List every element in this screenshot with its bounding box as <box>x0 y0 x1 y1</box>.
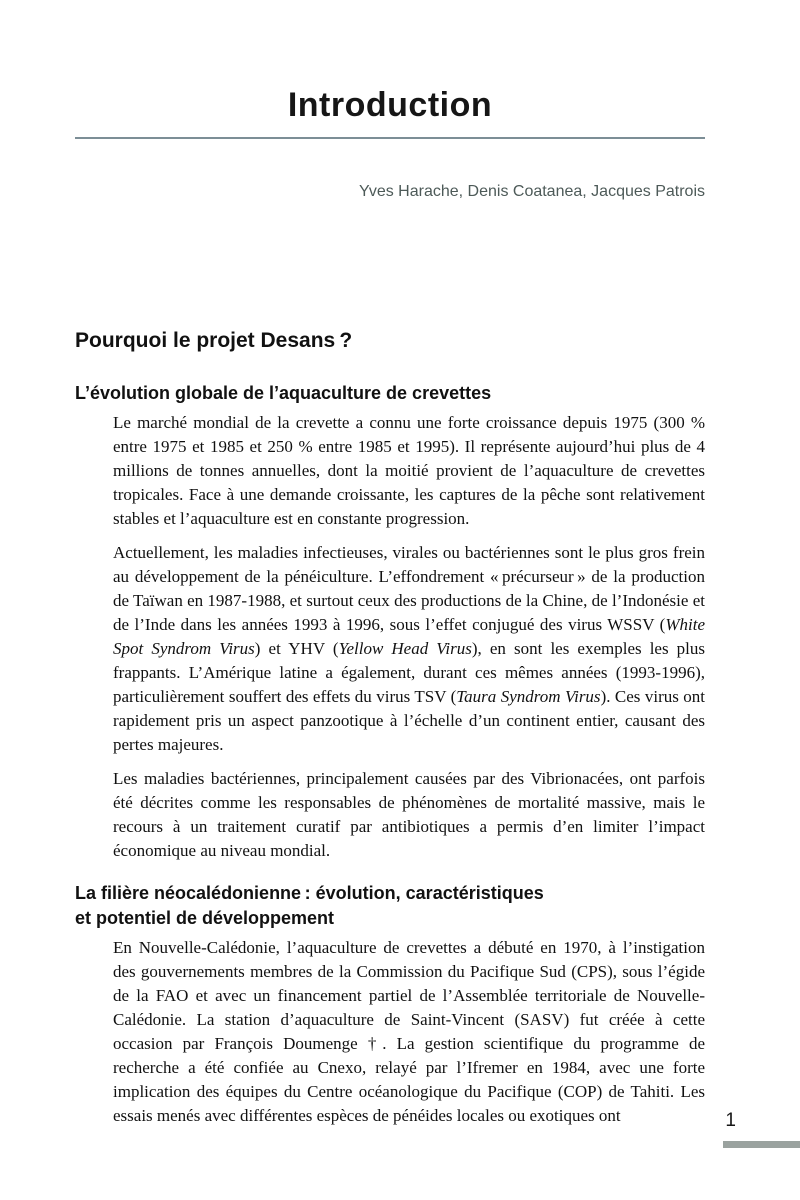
paragraph-diseases: Actuellement, les maladies infectieuses, virales ou bactériennes sont le plus gros frein au développement de la pénéiculture. L’effondrement « précurseur » de la production de Taïwan en 1987-1988, et surtout ceux des productions de la Chine, de l’Indonésie et de l’Inde dans les années 1993 à 1996, sous l’effet conjugué des virus WSSV (White Spot Syndrom Virus) et YHV (Yellow Head Virus), en sont les exemples les plus frappants. L’Amérique latine a également, durant ces mêmes années (1993-1996), particulièrement souffert des effets du virus TSV (Taura Syndrom Virus). Ces virus ont rapidement pris un aspect panzootique à l’échelle d’un continent entier, causant des pertes majeures. <box>113 543 706 754</box>
subsection-heading-filiere-line1: La filière néocalédonienne : évolution, caractéristiques <box>75 883 544 903</box>
paragraph-market: Le marché mondial de la crevette a connu une forte croissance depuis 1975 (300 % entre 1975 et 1985 et 250 % entre 1985 et 1995). Il représente aujourd’hui plus de 4 millions de tonnes annuelles, dont la moitié provient de l’aquaculture de crevettes tropicales. Face à une demande croissante, les captures de la pêche sont relativement stables et l’aquaculture est en constante progression. <box>113 413 705 528</box>
authors-line: Yves Harache, Denis Coatanea, Jacques Patrois <box>359 183 705 200</box>
subsection-heading-filiere <box>75 881 705 931</box>
subsection-heading-evolution: L’évolution globale de l’aquaculture de crevettes <box>75 383 492 403</box>
page-number: 1 <box>725 1110 736 1131</box>
title-rule <box>75 137 705 139</box>
subsection-heading-filiere-line2: et potentiel de développement <box>75 908 335 928</box>
page-title: Introduction <box>287 86 493 124</box>
section-heading-why-desans: Pourquoi le projet Desans ? <box>75 329 353 352</box>
content-column <box>75 0 705 1138</box>
paragraph-caledonia: En Nouvelle-Calédonie, l’aquaculture de crevettes a débuté en 1970, à l’instigation des gouvernements membres de la Commission du Pacifique Sud (CPS), sous l’égide de la FAO et avec un financement partiel de l’Assemblée territoriale de Nouvelle-Calédonie. La station d’aquaculture de Saint-Vincent (SASV) fut créée à cette occasion par François Doumenge †. La gestion scientifique du programme de recherche a été confiée au Cnexo, relayé par l’Ifremer en 1984, avec une forte implication des équipes du Centre océanologique du Pacifique (COP) de Tahiti. Les essais menés avec différentes espèces de pénéides locales ou exotiques ont <box>113 938 705 1125</box>
paragraph-bacterial: Les maladies bactériennes, principalement causées par des Vibrionacées, ont parfois été décrites comme les responsables de phénomènes de mortalité massive, mais le recours à un traitement curatif par antibiotiques a permis d’en limiter l’impact économique au niveau mondial. <box>113 769 705 860</box>
footer-bar <box>723 1141 800 1148</box>
